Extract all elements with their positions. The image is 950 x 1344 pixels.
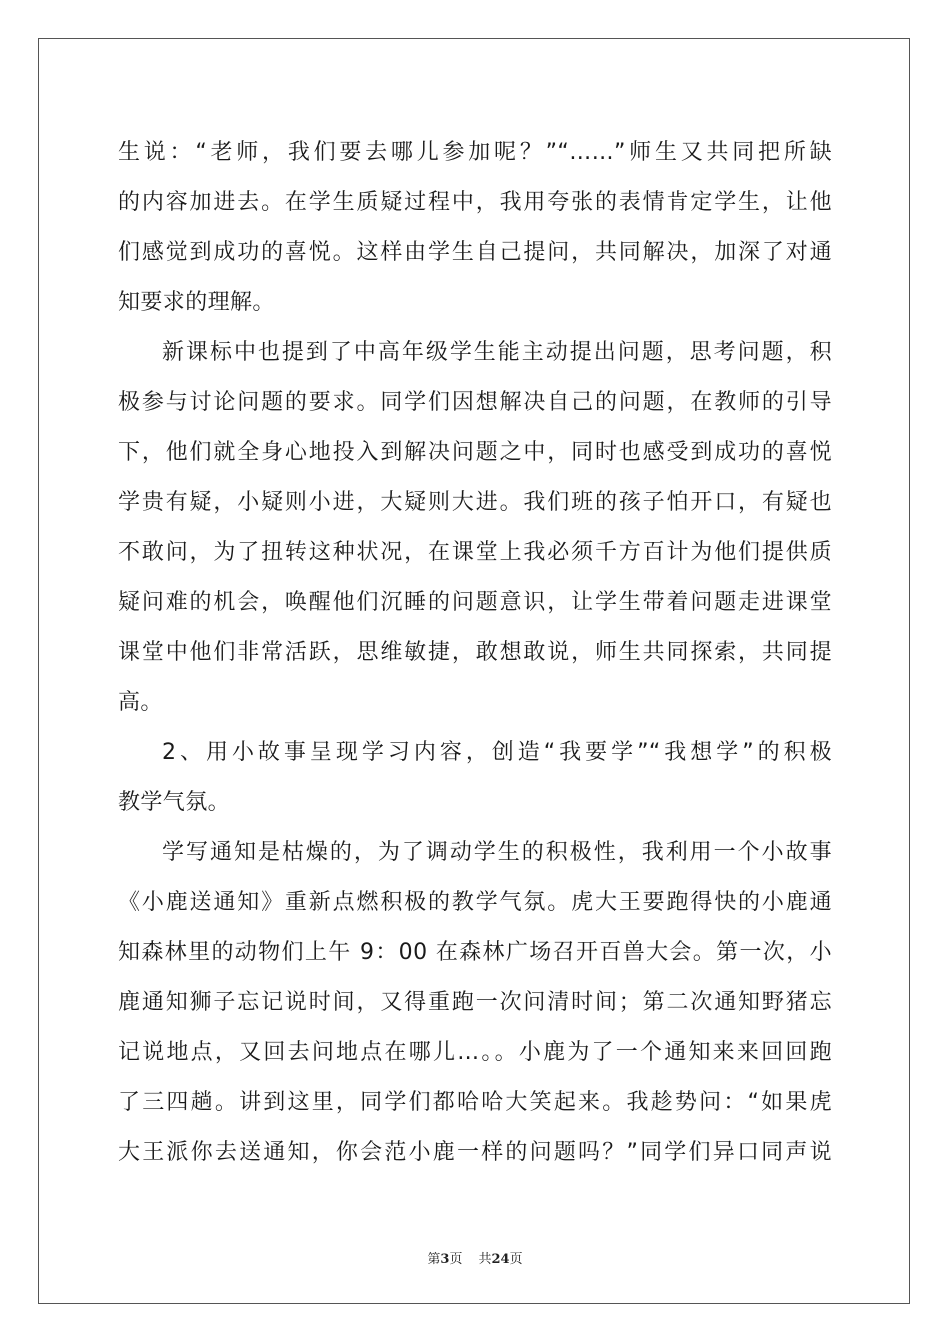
text-line: 大王派你去送通知，你会范小鹿一样的问题吗？”同学们异口同声说 bbox=[118, 1140, 832, 1165]
total-prefix: 共 bbox=[478, 1252, 492, 1267]
text-line: 课堂中他们非常活跃，思维敏捷，敢想敢说，师生共同探索，共同提 bbox=[118, 640, 832, 665]
text-line: 知森林里的动物们上午 9：00 在森林广场召开百兽大会。第一次，小 bbox=[118, 940, 832, 965]
text-line: 的内容加进去。在学生质疑过程中，我用夸张的表情肯定学生，让他 bbox=[118, 190, 832, 215]
text-line: 教学气氛。 bbox=[118, 790, 231, 815]
text-line: 2、用小故事呈现学习内容，创造“我要学”“我想学”的积极 bbox=[162, 740, 832, 765]
text-line: 极参与讨论问题的要求。同学们因想解决自己的问题，在教师的引导 bbox=[118, 390, 832, 415]
text-line: 高。 bbox=[118, 690, 163, 715]
text-line: 下，他们就全身心地投入到解决问题之中，同时也感受到成功的喜悦 bbox=[118, 440, 832, 465]
text-line: 鹿通知狮子忘记说时间，又得重跑一次问清时间；第二次通知野猪忘 bbox=[118, 990, 832, 1015]
total-suffix: 页 bbox=[509, 1252, 523, 1267]
text-line: 知要求的理解。 bbox=[118, 290, 275, 315]
text-line: 《小鹿送通知》重新点燃积极的教学气氛。虎大王要跑得快的小鹿通 bbox=[118, 890, 832, 915]
text-line: 疑问难的机会，唤醒他们沉睡的问题意识，让学生带着问题走进课堂 bbox=[118, 590, 832, 615]
text-line: 生说：“老师，我们要去哪儿参加呢？”“……”师生又共同把所缺 bbox=[118, 140, 832, 165]
text-line: 新课标中也提到了中高年级学生能主动提出问题，思考问题，积 bbox=[162, 340, 832, 365]
page-suffix: 页 bbox=[449, 1252, 463, 1267]
page-prefix: 第 bbox=[427, 1252, 441, 1267]
text-line: 学写通知是枯燥的，为了调动学生的积极性，我利用一个小故事 bbox=[162, 840, 832, 865]
text-line: 了三四趟。讲到这里，同学们都哈哈大笑起来。我趁势问：“如果虎 bbox=[118, 1090, 832, 1115]
text-line: 们感觉到成功的喜悦。这样由学生自己提问，共同解决，加深了对通 bbox=[118, 240, 832, 265]
document-body bbox=[118, 128, 832, 1178]
text-line: 学贵有疑，小疑则小进，大疑则大进。我们班的孩子怕开口，有疑也 bbox=[118, 490, 832, 515]
page-footer bbox=[0, 1248, 950, 1267]
page-number: 3 bbox=[440, 1252, 450, 1267]
total-pages: 24 bbox=[491, 1252, 510, 1267]
text-line: 不敢问，为了扭转这种状况，在课堂上我必须千方百计为他们提供质 bbox=[118, 540, 832, 565]
text-line: 记说地点，又回去问地点在哪儿…。。小鹿为了一个通知来来回回跑 bbox=[118, 1040, 832, 1065]
